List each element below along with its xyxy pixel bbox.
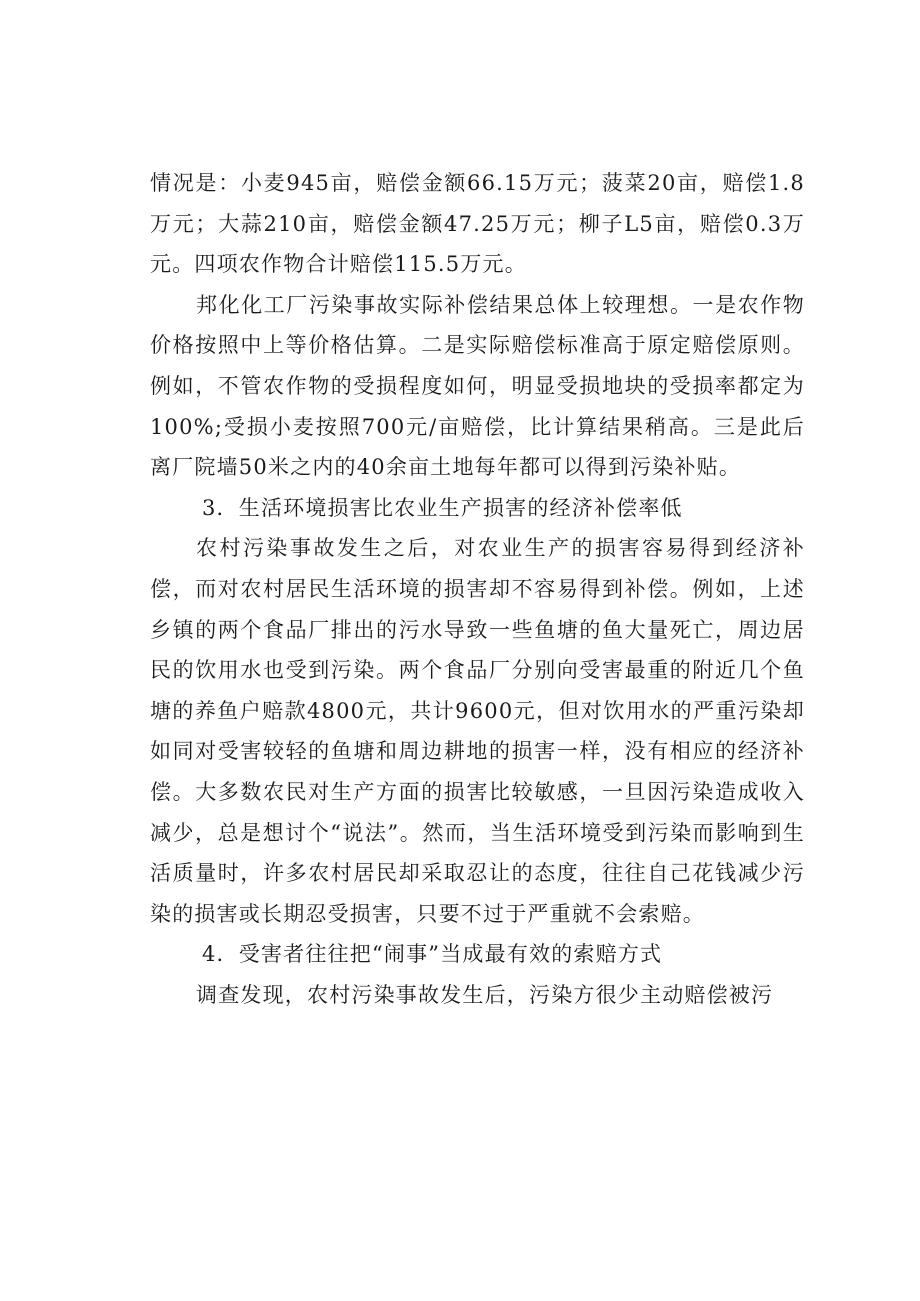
paragraph-living-environment-damage: 农村污染事故发生之后，对农业生产的损害容易得到经济补偿，而对农村居民生活环境的损害却不容易得到补偿。例如，上述乡镇的两个食品厂排出的污水导致一些鱼塘的鱼大量死亡，周边居民的饮用水也受到污染。两个食品厂分别向受害最重的附近几个鱼塘的养鱼户赔款4800元，共计9600元，但对饮用水的严重污染却如同对受害较轻的鱼塘和周边耕地的损害一样，没有相应的经济补偿。大多数农民对生产方面的损害比较敏感，一旦因污染造成收入减少，总是想讨个“说法”。然而，当生活环境受到污染而影响到生活质量时，许多农村居民却采取忍让的态度，往往自己花钱减少污染的损害或长期忍受损害，只要不过于严重就不会索赔。 (150, 536, 805, 926)
paragraph-crop-compensation-summary: 情况是：小麦945亩，赔偿金额66.15万元；菠菜20亩，赔偿1.8万元；大蒜210亩，赔偿金额47.25万元；柳子L5亩，赔偿0.3万元。四项农作物合计赔偿115.5万元。 (150, 171, 805, 277)
document-page (150, 163, 805, 1015)
paragraph-bangua-compensation-result: 邦化化工厂污染事故实际补偿结果总体上较理想。一是农作物价格按照中上等价格估算。二是实际赔偿标准高于原定赔偿原则。例如，不管农作物的受损程度如何，明显受损地块的受损率都定为100%;受损小麦按照700元/亩赔偿，比计算结果稍高。三是此后离厂院墙50米之内的40余亩土地每年都可以得到污染补贴。 (150, 292, 805, 480)
section-heading-4: 4．受害者往往把“闹事”当成最有效的索赔方式 (202, 942, 663, 967)
paragraph-survey-findings: 调查发现，农村污染事故发生后，污染方很少主动赔偿被污 (196, 982, 774, 1007)
section-heading-3: 3．生活环境损害比农业生产损害的经济补偿率低 (202, 495, 683, 520)
